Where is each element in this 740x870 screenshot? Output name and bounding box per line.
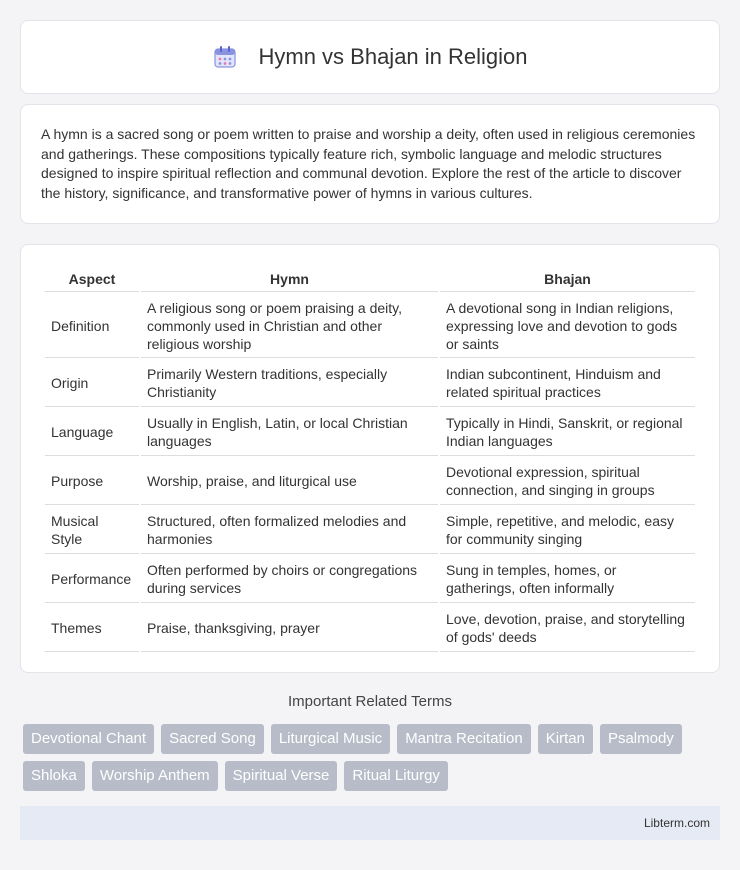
related-terms-title: Important Related Terms [288, 693, 452, 710]
hymn-cell: Primarily Western traditions, especially Christianity [141, 360, 438, 407]
tag-shloka[interactable]: Shloka [23, 761, 85, 791]
tag-mantra-recitation[interactable]: Mantra Recitation [397, 724, 531, 754]
tag-sacred-song[interactable]: Sacred Song [161, 724, 264, 754]
bhajan-cell: Sung in temples, homes, or gatherings, often informally [440, 556, 695, 603]
comparison-table [43, 265, 697, 654]
tag-kirtan[interactable]: Kirtan [538, 724, 593, 754]
table-row [45, 605, 695, 652]
aspect-cell: Performance [45, 556, 139, 603]
hymn-cell: Usually in English, Latin, or local Christian languages [141, 409, 438, 456]
tag-spiritual-verse[interactable]: Spiritual Verse [225, 761, 338, 791]
aspect-cell: Origin [45, 360, 139, 407]
intro-card [20, 104, 720, 224]
table-row [45, 409, 695, 456]
table-row [45, 458, 695, 505]
page-title: Hymn vs Bhajan in Religion [258, 44, 528, 69]
bhajan-cell: Simple, repetitive, and melodic, easy for community singing [440, 507, 695, 554]
header-bhajan: Bhajan [440, 267, 695, 292]
related-terms-section [20, 693, 720, 791]
table-row [45, 360, 695, 407]
bhajan-cell: Indian subcontinent, Hinduism and related spiritual practices [440, 360, 695, 407]
hymn-cell: Often performed by choirs or congregations during services [141, 556, 438, 603]
bhajan-cell: Typically in Hindi, Sanskrit, or regional Indian languages [440, 409, 695, 456]
hymn-cell: A religious song or poem praising a deity, commonly used in Christian and other religious worship [141, 294, 438, 358]
aspect-cell: Musical Style [45, 507, 139, 554]
footer [20, 806, 720, 840]
title-card [20, 20, 720, 94]
tag-ritual-liturgy[interactable]: Ritual Liturgy [344, 761, 448, 791]
aspect-cell: Language [45, 409, 139, 456]
tag-devotional-chant[interactable]: Devotional Chant [23, 724, 154, 754]
table-row [45, 556, 695, 603]
aspect-cell: Definition [45, 294, 139, 358]
table-row [45, 294, 695, 358]
table-header-row [45, 267, 695, 292]
tag-psalmody[interactable]: Psalmody [600, 724, 682, 754]
hymn-cell: Worship, praise, and liturgical use [141, 458, 438, 505]
header-hymn: Hymn [141, 267, 438, 292]
calendar-icon [212, 44, 238, 70]
header-aspect: Aspect [45, 267, 139, 292]
tag-liturgical-music[interactable]: Liturgical Music [271, 724, 390, 754]
comparison-card [20, 244, 720, 673]
bhajan-cell: A devotional song in Indian religions, expressing love and devotion to gods or saints [440, 294, 695, 358]
tag-worship-anthem[interactable]: Worship Anthem [92, 761, 218, 791]
hymn-cell: Structured, often formalized melodies and harmonies [141, 507, 438, 554]
hymn-cell: Praise, thanksgiving, prayer [141, 605, 438, 652]
aspect-cell: Themes [45, 605, 139, 652]
footer-site-link[interactable]: Libterm.com [643, 816, 710, 830]
aspect-cell: Purpose [45, 458, 139, 505]
bhajan-cell: Love, devotion, praise, and storytelling of gods' deeds [440, 605, 695, 652]
bhajan-cell: Devotional expression, spiritual connection, and singing in groups [440, 458, 695, 505]
related-tags [20, 724, 720, 791]
table-row [45, 507, 695, 554]
intro-text: A hymn is a sacred song or poem written to praise and worship a deity, often used in religious ceremonies and gatherings. These compositions typically feature rich, symbolic language and melodic structures designed to inspire spiritual reflection and communal devotion. Explore the rest of the article to discover the history, significance, and transformative power of hymns in various cultures. [41, 126, 696, 201]
